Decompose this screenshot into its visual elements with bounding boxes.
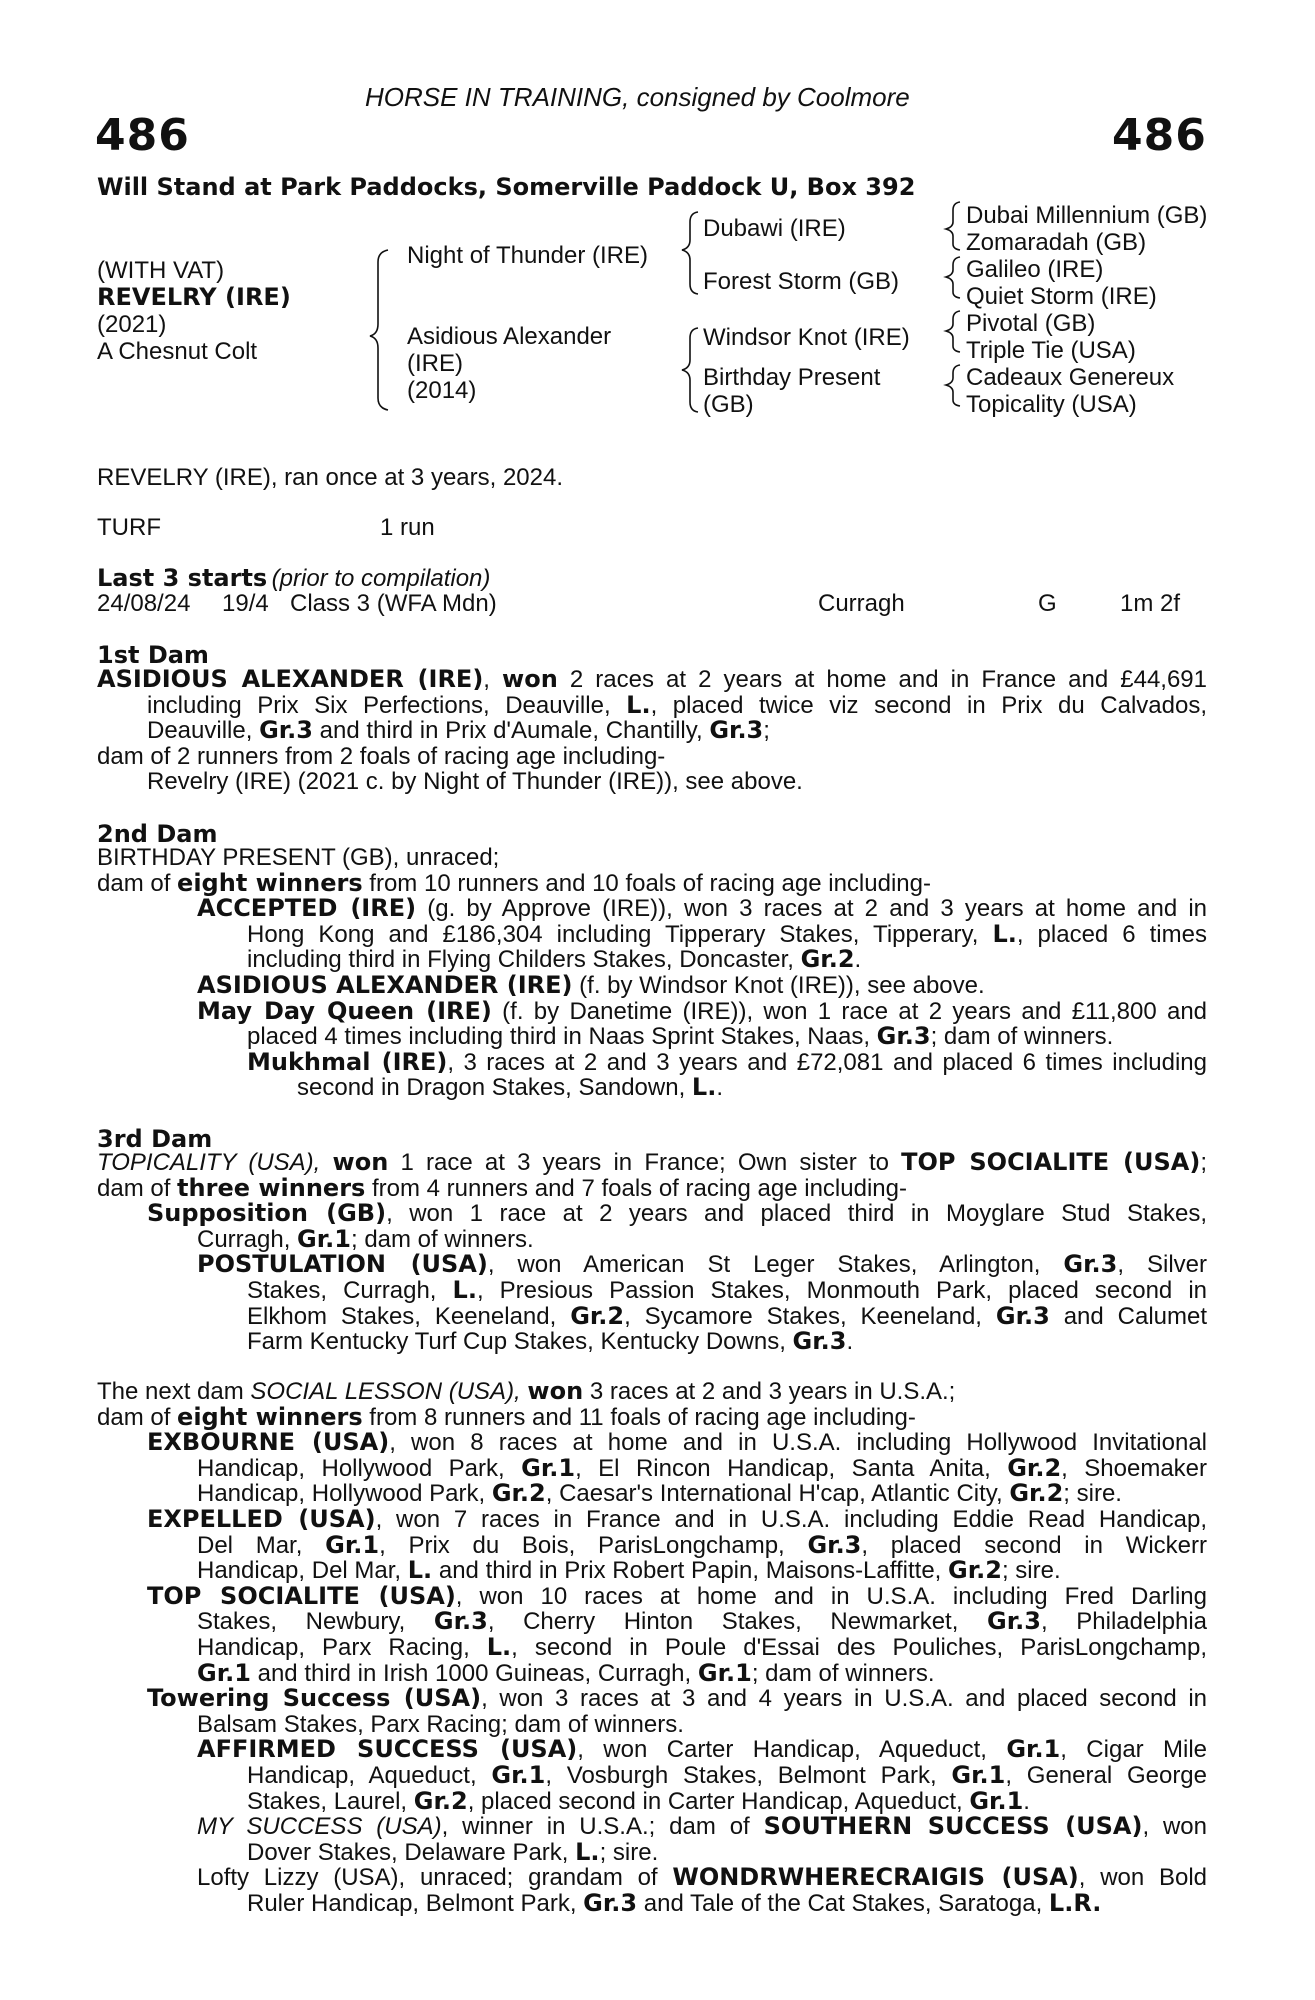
start-distance: 1m 2f <box>1120 590 1181 617</box>
text: Dover Stakes, Delaware Park, <box>247 1838 569 1866</box>
grade: Gr.3 <box>709 716 764 745</box>
start-date: 24/08/24 <box>97 590 191 617</box>
last-starts-heading <box>97 564 490 593</box>
progeny-wondrwherecraigis: WONDRWHERECRAIGIS (USA) <box>672 1863 1079 1892</box>
text: , 3 races at 2 and 3 years and £72,081 and placed 6 times including <box>447 1048 1207 1076</box>
text: , placed second in Wickerr <box>861 1531 1208 1559</box>
text: ; sire. <box>1001 1557 1061 1585</box>
brace-dam <box>682 328 698 412</box>
grade: Gr.3 <box>259 716 313 745</box>
progeny-exbourne: EXBOURNE (USA) <box>147 1428 390 1457</box>
grade: Gr.1 <box>951 1760 1006 1789</box>
text: , placed second in Carter Handicap, Aqueduct, <box>467 1787 963 1815</box>
text: dam of <box>97 1174 171 1202</box>
text: including Prix Six Perfections, Deauville, <box>147 691 611 719</box>
text: (f. by Danetime (IRE)), won 1 race at 2 years and £11,800 and <box>502 997 1208 1025</box>
pedigree-dd-line1: Birthday Present <box>703 364 881 391</box>
text: including third in Flying Childers Stakes, Doncaster, <box>247 946 794 974</box>
text: Stakes, Newbury, <box>197 1608 406 1636</box>
second-dam-block <box>97 845 1207 1101</box>
text: ; <box>763 717 770 745</box>
text: and Tale of the Cat Stakes, Saratoga, <box>643 1889 1043 1917</box>
text: (f. by Windsor Knot (IRE)), see above. <box>579 971 985 999</box>
grade: Gr.3 <box>433 1607 488 1636</box>
text: ; dam of winners. <box>930 1023 1114 1051</box>
text: , Sycamore Stakes, Keeneland, <box>624 1302 982 1330</box>
grade: Gr.3 <box>807 1530 862 1559</box>
progeny-supposition: Supposition (GB) <box>147 1199 387 1228</box>
next-dam-name: SOCIAL LESSON (USA), <box>250 1378 521 1405</box>
text: and third in Irish 1000 Guineas, Curragh, <box>257 1659 692 1687</box>
horse-name: REVELRY (IRE) <box>97 283 291 311</box>
brace-ss <box>946 202 960 250</box>
third-dam-block <box>97 1150 1207 1355</box>
text: , won 10 races at home and in U.S.A. including Fred Darling <box>455 1582 1207 1610</box>
pedigree-dam <box>407 323 611 404</box>
text: , Caesar's International H'cap, Atlantic City, <box>545 1480 1003 1508</box>
brace-sire <box>682 212 698 294</box>
pedigree-ds: Windsor Knot (IRE) <box>703 324 910 351</box>
progeny-towering-success: Towering Success (USA) <box>147 1684 482 1713</box>
next-dam-block <box>97 1379 1207 1916</box>
pedigree-sd: Forest Storm (GB) <box>703 268 900 295</box>
text: . <box>846 1328 854 1356</box>
text: , Shoemaker <box>1061 1454 1208 1482</box>
text: Lofty Lizzy (USA), unraced; grandam of <box>197 1864 658 1892</box>
pedigree-sire: Night of Thunder (IRE) <box>407 242 648 269</box>
listed: L. <box>407 1556 433 1585</box>
progeny-expelled: EXPELLED (USA) <box>147 1504 376 1533</box>
text: . <box>1023 1787 1030 1815</box>
start-going: G <box>1038 590 1057 617</box>
text: dam of <box>97 869 171 897</box>
text: , won Bold <box>1078 1864 1208 1892</box>
grade: Gr.1 <box>491 1760 546 1789</box>
text: Stakes, Laurel, <box>247 1787 408 1815</box>
start-odds: 19/4 <box>222 590 269 617</box>
text: , won 3 races at 3 and 4 years in U.S.A. and placed second in <box>481 1685 1208 1713</box>
runs-count: 1 run <box>380 514 435 541</box>
pedigree-dd <box>703 364 880 418</box>
text: , Cigar Mile <box>1060 1736 1208 1764</box>
text: , won <box>1142 1813 1207 1841</box>
text: Curragh, <box>197 1225 291 1253</box>
text: 2 races at 2 years at home and in France and £44,691 <box>569 666 1207 693</box>
text: Elkhom Stakes, Keeneland, <box>247 1302 557 1330</box>
text: Revelry (IRE) (2021 c. by Night of Thunder (IRE)), see above. <box>147 768 803 796</box>
grade: Gr.3 <box>583 1888 638 1917</box>
text: The next dam <box>97 1378 244 1405</box>
vat-label: (WITH VAT) <box>97 257 225 284</box>
grade: Gr.2 <box>948 1556 1002 1585</box>
listed: L. <box>992 919 1017 948</box>
grade: Gr.1 <box>1006 1735 1061 1764</box>
text: , Vosburgh Stakes, Belmont Park, <box>545 1761 937 1789</box>
text: , Prix du Bois, ParisLongchamp, <box>379 1531 785 1559</box>
text: , winner in U.S.A.; dam of <box>441 1813 750 1841</box>
text: , placed 6 times <box>1016 920 1207 948</box>
text: . <box>854 946 862 974</box>
text: , won 8 races at home and in U.S.A. including Hollywood Invitational <box>389 1429 1207 1457</box>
text: ; <box>1200 1149 1207 1176</box>
text: and Calumet <box>1063 1302 1208 1330</box>
pedigree-dds: Cadeaux Genereux <box>966 364 1175 391</box>
grade: Gr.1 <box>297 1224 351 1253</box>
text: Del Mar, <box>197 1531 303 1559</box>
progeny-southern-success: SOUTHERN SUCCESS (USA) <box>763 1812 1143 1841</box>
progeny-asidious: ASIDIOUS ALEXANDER (IRE) <box>197 970 573 999</box>
text: Handicap, Hollywood Park, <box>197 1454 505 1482</box>
text: from 10 runners and 10 foals of racing age including- <box>369 869 931 897</box>
grade: Gr.3 <box>1063 1250 1118 1279</box>
text: from 8 runners and 11 foals of racing age including- <box>369 1403 916 1431</box>
text: Handicap, Parx Racing, <box>197 1633 470 1661</box>
first-dam-block: ASIDIOUS ALEXANDER (IRE), won 2 races at 2 years at home and in France and £44,691 including Prix Six Perfections, Deauville, L., placed twice viz second in Prix du Calvados, Deauville, Gr.3 and third in Prix d'Aumale, Chantilly, Gr.3; dam of 2 runners from 2 foals of racing age including- Revelry (IRE) (2021 c. by Night of Thunder (IRE)), see above. <box>97 665 1207 796</box>
pedigree-ddd: Topicality (USA) <box>966 391 1137 418</box>
text: . <box>716 1074 724 1102</box>
text: Farm Kentucky Turf Cup Stakes, Kentucky Downs, <box>247 1328 786 1356</box>
grade: Gr.2 <box>1009 1479 1064 1508</box>
third-dam-name: TOPICALITY (USA), <box>97 1149 321 1176</box>
progeny-my-success: MY SUCCESS (USA) <box>197 1813 442 1841</box>
text: Ruler Handicap, Belmont Park, <box>247 1889 577 1917</box>
text: Handicap, Aqueduct, <box>247 1761 477 1789</box>
text: Handicap, Del Mar, <box>197 1557 402 1585</box>
third-dam-heading: 3rd Dam <box>97 1125 213 1153</box>
winners-count: eight winners <box>177 1402 363 1431</box>
won-label: won <box>502 665 558 693</box>
grade: Gr.3 <box>987 1607 1041 1636</box>
text: , won Carter Handicap, Aqueduct, <box>577 1736 987 1764</box>
text: ; sire. <box>1063 1480 1122 1508</box>
text: ; dam of winners. <box>350 1225 534 1253</box>
grade: Gr.3 <box>876 1022 931 1051</box>
grade: Gr.3 <box>792 1327 847 1356</box>
grade: Gr.2 <box>800 945 855 974</box>
grade: Gr.3 <box>995 1301 1050 1330</box>
pedigree-sdd: Quiet Storm (IRE) <box>966 283 1157 310</box>
second-dam-heading: 2nd Dam <box>97 820 218 848</box>
text: , Cherry Hinton Stakes, Newmarket, <box>487 1608 959 1636</box>
first-dam-name: ASIDIOUS ALEXANDER (IRE) <box>97 665 484 693</box>
progeny-affirmed-success: AFFIRMED SUCCESS (USA) <box>197 1735 578 1764</box>
text: ; sire. <box>599 1838 659 1866</box>
horse-description: A Chesnut Colt <box>97 338 258 365</box>
text: , second in Poule d'Essai des Pouliches, ParisLongchamp, <box>511 1633 1207 1661</box>
grade: Gr.2 <box>413 1786 468 1815</box>
text: , General George <box>1005 1761 1207 1789</box>
text: 1 race at 3 years in France; Own sister to <box>400 1149 889 1176</box>
grade: Gr.1 <box>521 1453 576 1482</box>
listed: L. <box>486 1632 512 1661</box>
listed: L. <box>626 690 651 719</box>
surface-label: TURF <box>97 514 161 541</box>
winners-count: three winners <box>177 1173 366 1202</box>
brace-main <box>370 250 388 410</box>
listed: L. <box>452 1275 477 1304</box>
text: second in Dragon Stakes, Sandown, <box>297 1074 686 1102</box>
pedigree-dam-line1: Asidious Alexander <box>407 323 612 350</box>
text: Balsam Stakes, Parx Racing; dam of winners. <box>197 1710 684 1738</box>
text: Stakes, Curragh, <box>247 1276 437 1304</box>
horse-year: (2021) <box>97 311 167 338</box>
grade: Gr.2 <box>491 1479 546 1508</box>
listed-race: L.R. <box>1048 1888 1102 1917</box>
start-course: Curragh <box>818 590 905 617</box>
grade: Gr.1 <box>969 1786 1024 1815</box>
pedigree-dam-line2: (IRE) <box>407 350 463 377</box>
pedigree-sds: Galileo (IRE) <box>966 256 1104 283</box>
pedigree-ss: Dubawi (IRE) <box>703 215 846 242</box>
text: dam of 2 runners from 2 foals of racing age including- <box>97 742 666 770</box>
brace-ds <box>946 311 960 352</box>
pedigree-ssd: Zomaradah (GB) <box>966 229 1147 256</box>
text: , Presious Passion Stakes, Monmouth Park, placed second in <box>476 1276 1207 1304</box>
text: , won 1 race at 2 years and placed third in Moyglare Stud Stakes, <box>386 1200 1207 1228</box>
text: placed 4 times including third in Naas Sprint Stakes, Naas, <box>247 1023 870 1051</box>
stabling-line: Will Stand at Park Paddocks, Somerville Paddock U, Box 392 <box>97 173 916 201</box>
pedigree-dss: Pivotal (GB) <box>966 310 1096 337</box>
listed: L. <box>575 1837 600 1866</box>
progeny-mukhmal: Mukhmal (IRE) <box>247 1047 448 1076</box>
grade: Gr.2 <box>570 1301 625 1330</box>
text: , won American St Leger Stakes, Arlington, <box>487 1251 1041 1279</box>
progeny-accepted: ACCEPTED (IRE) <box>197 894 417 923</box>
grade: Gr.1 <box>325 1530 380 1559</box>
text: , El Rincon Handicap, Santa Anita, <box>575 1454 991 1482</box>
last-starts-note: (prior to compilation) <box>271 565 491 592</box>
text: , placed twice viz second in Prix du Calvados, <box>650 691 1207 719</box>
start-race: Class 3 (WFA Mdn) <box>290 590 497 617</box>
pedigree-dam-line3: (2014) <box>407 377 477 404</box>
progeny-top-socialite: TOP SOCIALITE (USA) <box>147 1581 456 1610</box>
first-dam-heading: 1st Dam <box>97 641 209 669</box>
text: , Philadelphia <box>1040 1608 1208 1636</box>
won-label: won <box>332 1148 389 1176</box>
lot-number-right: 486 <box>1112 110 1207 161</box>
grade: Gr.1 <box>197 1658 251 1687</box>
consignor-line: HORSE IN TRAINING, consigned by Coolmore <box>365 82 910 112</box>
progeny-postulation: POSTULATION (USA) <box>197 1250 488 1279</box>
listed: L. <box>691 1073 717 1102</box>
text: and third in Prix Robert Papin, Maisons-Laffitte, <box>438 1557 942 1585</box>
text: Hong Kong and £186,304 including Tipperary Stakes, Tipperary, <box>247 920 979 948</box>
text: ; dam of winners. <box>751 1659 935 1687</box>
won-label: won <box>527 1377 584 1405</box>
progeny-may-day-queen: May Day Queen (IRE) <box>197 996 492 1025</box>
pedigree-dd-line2: (GB) <box>703 391 754 418</box>
pedigree-dsd: Triple Tie (USA) <box>966 337 1136 364</box>
text: from 4 runners and 7 foals of racing age including- <box>372 1174 907 1202</box>
grade: Gr.2 <box>1007 1453 1062 1482</box>
race-summary: REVELRY (IRE), ran once at 3 years, 2024. <box>97 464 564 491</box>
text: Deauville, <box>147 717 253 745</box>
last-starts-title: Last 3 starts <box>97 564 268 592</box>
text: (g. by Approve (IRE)), won 3 races at 2 and 3 years at home and in <box>427 895 1208 923</box>
sister-name: TOP SOCIALITE (USA) <box>901 1148 1201 1176</box>
text: , won 7 races in France and in U.S.A. including Eddie Read Handicap, <box>375 1505 1207 1533</box>
brace-sd <box>946 257 960 298</box>
grade: Gr.1 <box>697 1658 752 1687</box>
text: BIRTHDAY PRESENT (GB), unraced; <box>97 844 500 871</box>
winners-count: eight winners <box>177 868 363 897</box>
pedigree-sss: Dubai Millennium (GB) <box>966 202 1208 229</box>
text: and third in Prix d'Aumale, Chantilly, <box>319 717 703 745</box>
text: , Silver <box>1117 1251 1207 1279</box>
lot-number-left: 486 <box>95 110 190 161</box>
text: dam of <box>97 1403 171 1431</box>
text: 3 races at 2 and 3 years in U.S.A.; <box>589 1378 956 1405</box>
brace-dd <box>946 365 960 406</box>
text: Handicap, Hollywood Park, <box>197 1480 486 1508</box>
